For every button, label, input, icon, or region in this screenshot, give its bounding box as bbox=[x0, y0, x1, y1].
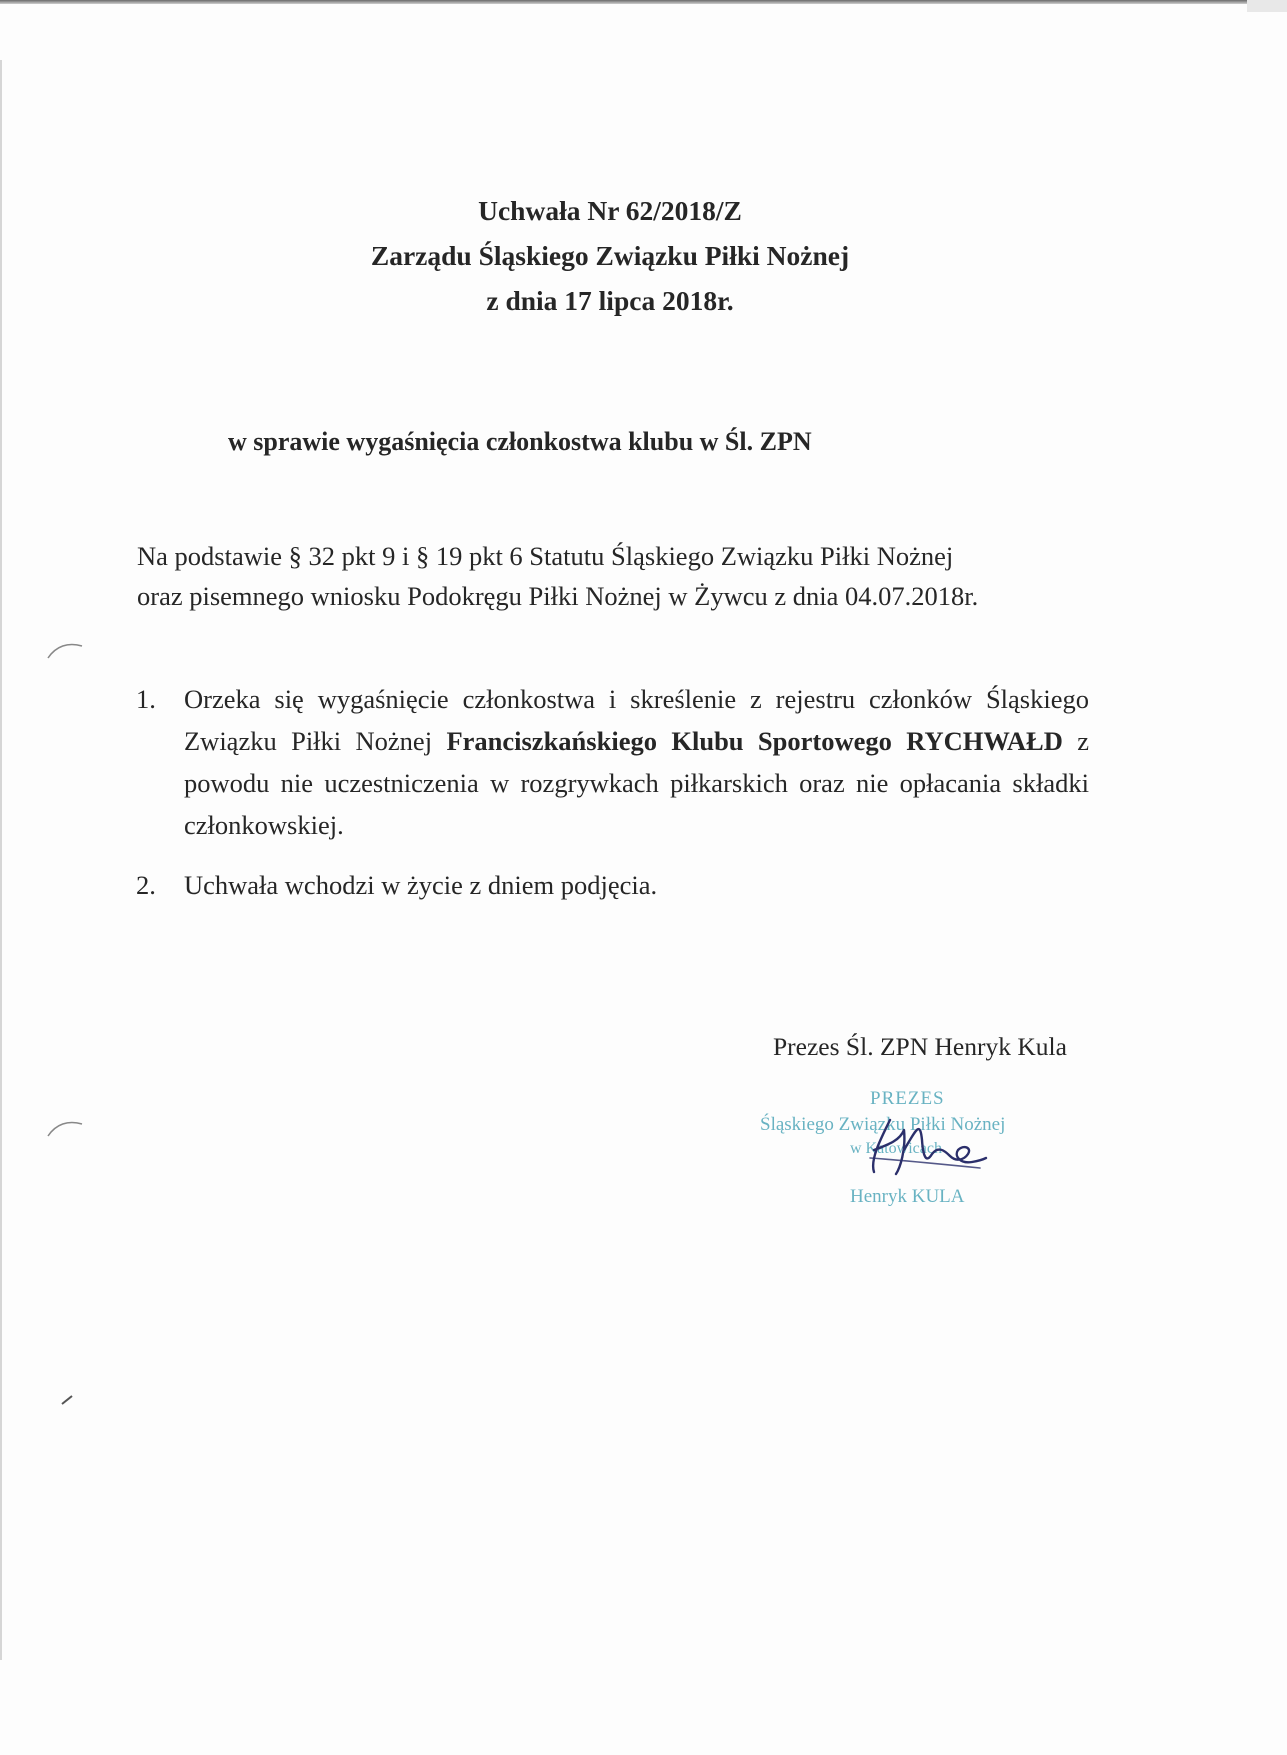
stamp-name: Henryk KULA bbox=[850, 1186, 965, 1207]
resolution-subject: w sprawie wygaśnięcia członkostwa klubu w Śl. ZPN bbox=[228, 427, 812, 456]
item-text-part: z powodu nie uczestniczenia w rozgrywkach piłkarskich oraz nie opłacania składki członkowskiej. bbox=[184, 726, 1089, 840]
item-text bbox=[184, 678, 1089, 846]
resolution-number: Uchwała Nr 62/2018/Z bbox=[478, 195, 742, 226]
resolution-header bbox=[0, 188, 1220, 323]
margin-mark bbox=[46, 640, 86, 660]
item-number: 1. bbox=[136, 684, 156, 714]
stamp-title: PREZES bbox=[870, 1088, 945, 1109]
stamp-organization: Śląskiego Związku Piłki Nożnej bbox=[760, 1114, 1006, 1135]
list-item bbox=[136, 864, 1089, 906]
margin-mark bbox=[60, 1392, 76, 1406]
list-item bbox=[136, 678, 1089, 846]
signer-name: Prezes Śl. ZPN Henryk Kula bbox=[773, 1032, 1067, 1061]
item-text: Uchwała wchodzi w życie z dniem podjęcia. bbox=[184, 870, 658, 900]
legal-basis bbox=[137, 536, 1097, 616]
item-text-part: Orzeka się wygaśnięcie członkostwa i skreślenie z rejestru członków Śląskiego Związku Piłki Nożnej bbox=[184, 684, 1089, 756]
resolution-items bbox=[136, 678, 1089, 906]
resolution-date: z dnia 17 lipca 2018r. bbox=[486, 285, 734, 316]
item-number: 2. bbox=[136, 870, 156, 900]
issuing-body: Zarządu Śląskiego Związku Piłki Nożnej bbox=[370, 240, 850, 271]
scan-corner bbox=[1247, 0, 1287, 12]
handwritten-signature bbox=[860, 1110, 990, 1180]
club-name: Franciszkańskiego Klubu Sportowego RYCHWAŁD bbox=[446, 726, 1063, 756]
scan-top-edge bbox=[0, 0, 1287, 4]
legal-basis-line-2: oraz pisemnego wniosku Podokręgu Piłki Nożnej w Żywcu z dnia 04.07.2018r. bbox=[137, 581, 979, 611]
margin-mark bbox=[46, 1118, 86, 1138]
legal-basis-line-1: Na podstawie § 32 pkt 9 i § 19 pkt 6 Statutu Śląskiego Związku Piłki Nożnej bbox=[137, 541, 954, 571]
stamp-location: w Katowicach bbox=[850, 1140, 942, 1157]
